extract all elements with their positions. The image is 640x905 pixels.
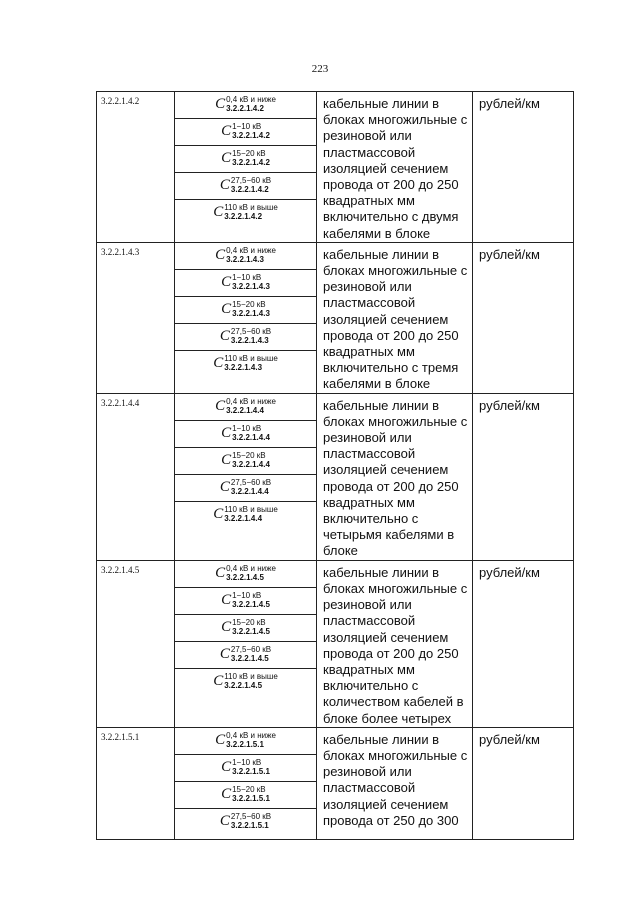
voltage-superscript: 0,4 кВ и ниже bbox=[226, 731, 276, 741]
code-subscript: 3.2.2.1.4.4 bbox=[226, 405, 264, 415]
voltage-superscript: 110 кВ и выше bbox=[224, 354, 278, 364]
row-code: 3.2.2.1.4.5 bbox=[97, 560, 175, 727]
symbol-letter: C bbox=[219, 176, 230, 193]
code-subscript: 3.2.2.1.4.5 bbox=[232, 600, 270, 610]
code-subscript: 3.2.2.1.4.2 bbox=[226, 104, 264, 114]
symbol-letter: C bbox=[213, 672, 224, 689]
rate-symbol bbox=[175, 669, 316, 695]
symbol-cell bbox=[175, 393, 317, 560]
symbol-letter: C bbox=[219, 812, 230, 829]
rate-symbol bbox=[175, 561, 316, 588]
row-unit: рублей/км bbox=[473, 242, 574, 393]
symbol-letter: C bbox=[221, 758, 232, 775]
code-subscript: 3.2.2.1.4.5 bbox=[224, 681, 263, 691]
voltage-superscript: 27,5−60 кВ bbox=[230, 477, 272, 487]
voltage-superscript: 1−10 кВ bbox=[232, 423, 262, 433]
voltage-superscript: 0,4 кВ и ниже bbox=[226, 396, 276, 406]
voltage-superscript: 1−10 кВ bbox=[232, 758, 262, 768]
rate-symbol bbox=[175, 782, 316, 809]
table-row bbox=[97, 242, 574, 393]
symbol-letter: C bbox=[213, 354, 224, 371]
voltage-superscript: 15−20 кВ bbox=[232, 149, 266, 159]
page-number: 223 bbox=[311, 63, 329, 75]
voltage-superscript: 110 кВ и выше bbox=[224, 504, 278, 514]
voltage-superscript: 15−20 кВ bbox=[232, 300, 266, 310]
symbol-letter: C bbox=[221, 451, 232, 468]
rate-symbol bbox=[175, 502, 316, 528]
voltage-superscript: 1−10 кВ bbox=[232, 273, 262, 283]
rate-symbol bbox=[175, 615, 316, 642]
symbol-letter: C bbox=[221, 591, 232, 608]
code-subscript: 3.2.2.1.4.5 bbox=[230, 654, 269, 664]
symbol-letter: C bbox=[219, 478, 230, 495]
rate-symbol bbox=[175, 270, 316, 297]
rate-symbol bbox=[175, 728, 316, 755]
table-row bbox=[97, 560, 574, 727]
symbol-letter: C bbox=[221, 149, 232, 166]
voltage-superscript: 27,5−60 кВ bbox=[230, 645, 272, 655]
code-subscript: 3.2.2.1.4.3 bbox=[224, 363, 263, 373]
table-row bbox=[97, 393, 574, 560]
rate-symbol bbox=[175, 642, 316, 669]
symbol-letter: C bbox=[215, 397, 226, 414]
rate-symbol bbox=[175, 297, 316, 324]
rate-symbol bbox=[175, 809, 316, 835]
code-subscript: 3.2.2.1.4.3 bbox=[232, 309, 270, 319]
symbol-letter: C bbox=[221, 785, 232, 802]
table-body bbox=[97, 92, 574, 840]
voltage-superscript: 15−20 кВ bbox=[232, 450, 266, 460]
rate-symbol bbox=[175, 200, 316, 226]
symbol-cell bbox=[175, 242, 317, 393]
row-unit: рублей/км bbox=[473, 560, 574, 727]
symbol-letter: C bbox=[215, 246, 226, 263]
symbol-letter: C bbox=[215, 731, 226, 748]
code-subscript: 3.2.2.1.4.3 bbox=[230, 336, 269, 346]
code-subscript: 3.2.2.1.4.2 bbox=[230, 185, 269, 195]
tariff-table bbox=[96, 91, 574, 840]
voltage-superscript: 1−10 кВ bbox=[232, 591, 262, 601]
voltage-superscript: 1−10 кВ bbox=[232, 122, 262, 132]
voltage-superscript: 0,4 кВ и ниже bbox=[226, 95, 276, 105]
code-subscript: 3.2.2.1.4.4 bbox=[232, 432, 270, 442]
voltage-superscript: 110 кВ и выше bbox=[224, 203, 278, 213]
rate-symbol bbox=[175, 421, 316, 448]
symbol-letter: C bbox=[213, 505, 224, 522]
row-description: кабельные линии в блоках многожильные с резиновой или пластмассовой изоляцией сечением провода от 250 до 300 bbox=[317, 727, 473, 839]
symbol-letter: C bbox=[221, 122, 232, 139]
symbol-letter: C bbox=[221, 273, 232, 290]
rate-symbol bbox=[175, 146, 316, 173]
rate-symbol bbox=[175, 351, 316, 377]
voltage-superscript: 27,5−60 кВ bbox=[230, 176, 272, 186]
code-subscript: 3.2.2.1.4.5 bbox=[232, 627, 270, 637]
symbol-letter: C bbox=[221, 424, 232, 441]
code-subscript: 3.2.2.1.5.1 bbox=[232, 794, 270, 804]
rate-symbol bbox=[175, 243, 316, 270]
symbol-letter: C bbox=[215, 95, 226, 112]
row-unit: рублей/км bbox=[473, 393, 574, 560]
rate-symbol bbox=[175, 448, 316, 475]
voltage-superscript: 0,4 кВ и ниже bbox=[226, 564, 276, 574]
rate-symbol bbox=[175, 588, 316, 615]
code-subscript: 3.2.2.1.5.1 bbox=[232, 767, 270, 777]
row-code: 3.2.2.1.4.4 bbox=[97, 393, 175, 560]
rate-symbol bbox=[175, 92, 316, 119]
symbol-letter: C bbox=[215, 564, 226, 581]
row-description: кабельные линии в блоках многожильные с резиновой или пластмассовой изоляцией сечением провода от 200 до 250 квадратных мм включительно с тремя кабелями в блоке bbox=[317, 242, 473, 393]
voltage-superscript: 15−20 кВ bbox=[232, 785, 266, 795]
voltage-superscript: 15−20 кВ bbox=[232, 618, 266, 628]
row-description: кабельные линии в блоках многожильные с резиновой или пластмассовой изоляцией сечением провода от 200 до 250 квадратных мм включительно с четырьмя кабелями в блоке bbox=[317, 393, 473, 560]
symbol-cell bbox=[175, 727, 317, 839]
table-row bbox=[97, 727, 574, 839]
rate-symbol bbox=[175, 173, 316, 200]
code-subscript: 3.2.2.1.4.2 bbox=[232, 131, 270, 141]
code-subscript: 3.2.2.1.4.2 bbox=[232, 158, 270, 168]
code-subscript: 3.2.2.1.4.5 bbox=[226, 573, 264, 583]
symbol-letter: C bbox=[213, 203, 224, 220]
row-code: 3.2.2.1.5.1 bbox=[97, 727, 175, 839]
voltage-superscript: 110 кВ и выше bbox=[224, 672, 278, 682]
code-subscript: 3.2.2.1.5.1 bbox=[230, 821, 269, 831]
symbol-letter: C bbox=[219, 645, 230, 662]
symbol-letter: C bbox=[219, 327, 230, 344]
symbol-cell bbox=[175, 92, 317, 243]
row-description: кабельные линии в блоках многожильные с резиновой или пластмассовой изоляцией сечением провода от 200 до 250 квадратных мм включительно с количеством кабелей в блоке более четырех bbox=[317, 560, 473, 727]
row-unit: рублей/км bbox=[473, 92, 574, 243]
rate-symbol bbox=[175, 755, 316, 782]
symbol-letter: C bbox=[221, 300, 232, 317]
symbol-letter: C bbox=[221, 618, 232, 635]
code-subscript: 3.2.2.1.4.3 bbox=[232, 282, 270, 292]
code-subscript: 3.2.2.1.4.4 bbox=[232, 459, 270, 469]
rate-symbol bbox=[175, 475, 316, 502]
symbol-cell bbox=[175, 560, 317, 727]
rate-symbol bbox=[175, 119, 316, 146]
rate-symbol bbox=[175, 394, 316, 421]
row-code: 3.2.2.1.4.2 bbox=[97, 92, 175, 243]
code-subscript: 3.2.2.1.5.1 bbox=[226, 740, 264, 750]
row-description: кабельные линии в блоках многожильные с резиновой или пластмассовой изоляцией сечением провода от 200 до 250 квадратных мм включительно с двумя кабелями в блоке bbox=[317, 92, 473, 243]
code-subscript: 3.2.2.1.4.2 bbox=[224, 212, 263, 222]
voltage-superscript: 27,5−60 кВ bbox=[230, 327, 272, 337]
code-subscript: 3.2.2.1.4.3 bbox=[226, 255, 264, 265]
rate-symbol bbox=[175, 324, 316, 351]
code-subscript: 3.2.2.1.4.4 bbox=[224, 513, 263, 523]
table-row bbox=[97, 92, 574, 243]
row-unit: рублей/км bbox=[473, 727, 574, 839]
voltage-superscript: 27,5−60 кВ bbox=[230, 812, 272, 822]
code-subscript: 3.2.2.1.4.4 bbox=[230, 486, 269, 496]
row-code: 3.2.2.1.4.3 bbox=[97, 242, 175, 393]
voltage-superscript: 0,4 кВ и ниже bbox=[226, 246, 276, 256]
